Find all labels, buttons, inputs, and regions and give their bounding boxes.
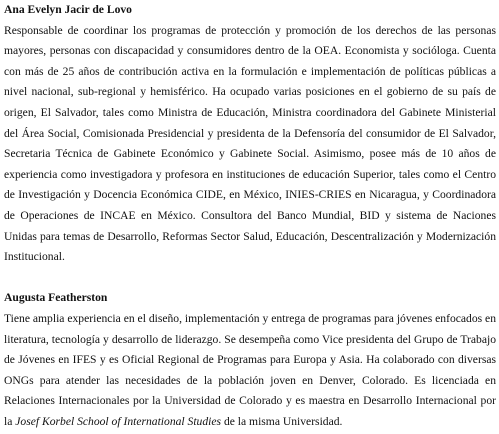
bio-name: Ana Evelyn Jacir de Lovo xyxy=(4,3,132,16)
school-name: Josef Korbel School of International Studies xyxy=(15,414,222,428)
bio-text: Responsable de coordinar los programas de protección y promoción de los derechos de las personas mayores, personas con discapacidad y consumidores dentro de la OEA. Economista y socióloga. Cuenta con más de 25 años de contribución activa en la formulación e implementación de políticas públicas a nivel nacional, sub-regional y hemisférico. Ha ocupado varias posiciones en el gobierno de su país de origen, El Salvador, tales como Ministra de Educación, Ministra coordinadora del Gabinete Ministerial del Área Social, Comisionada Presidencial y presidenta de la Defensoría del consumidor de El Salvador, Secretaria Técnica de Gabinete Económico y Gabinete Social. Asimismo, posee más de 10 años de experiencia como investigadora y profesora en instituciones de educación Superior, tales como el Centro de Investigación y Docencia Económica CIDE, en México, INIES-CRIES en Nicaragua, y Coordinadora de Operaciones de INCAE en México. Consultora del Banco Mundial, BID y sistema de Naciones Unidas para temas de Desarrollo, Reformas Sector Salud, Educación, Descentralización y Modernización Institucional. xyxy=(4,23,496,264)
bio-ana-evelyn-jacir-de-lovo xyxy=(4,0,496,268)
bio-augusta-featherston xyxy=(4,288,496,432)
bio-text xyxy=(4,309,496,433)
bios-page xyxy=(4,0,496,432)
bio-name: Augusta Featherston xyxy=(4,291,108,305)
bio-text-part: de la misma Universidad. xyxy=(221,414,343,428)
bio-text-part: Tiene amplia experiencia en el diseño, implementación y entrega de programas para jóvenes enfocados en literatura, tecnología y desarrollo de liderazgo. Se desempeña como Vice presidenta del Grupo de Trabajo de Jóvenes en IFES y es Oficial Regional de Programas para Europa y Asia. Ha colaborado con diversas ONGs para atender las necesidades de la población joven en Denver, Colorado. Es licenciada en Relaciones Internacionales por la Universidad de Colorado y es maestra en Desarrollo Internacional por la xyxy=(4,311,496,428)
